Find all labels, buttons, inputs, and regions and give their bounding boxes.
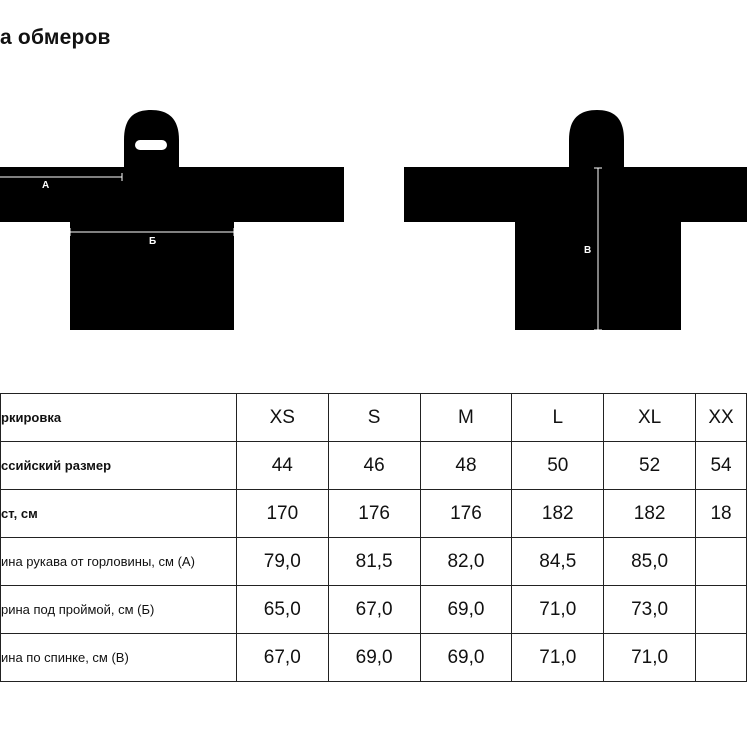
table-cell: 82,0: [420, 538, 512, 586]
back-garment-silhouette: [404, 110, 747, 330]
table-cell: L: [512, 394, 604, 442]
table-cell: 182: [604, 490, 696, 538]
table-cell: XX: [696, 394, 747, 442]
table-cell: 69,0: [328, 634, 420, 682]
row-label: ина по спинке, см (В): [1, 634, 237, 682]
table-cell: 46: [328, 442, 420, 490]
table-row: [1, 586, 747, 634]
table-cell: 48: [420, 442, 512, 490]
table-cell: 44: [236, 442, 328, 490]
table-cell: 71,0: [512, 634, 604, 682]
table-cell: 71,0: [604, 634, 696, 682]
table-row: [1, 442, 747, 490]
table-cell: 50: [512, 442, 604, 490]
row-label: ст, см: [1, 490, 237, 538]
table-cell: 69,0: [420, 634, 512, 682]
row-label: рина под проймой, см (Б): [1, 586, 237, 634]
table-cell: 18: [696, 490, 747, 538]
table-cell: 85,0: [604, 538, 696, 586]
table-row: [1, 538, 747, 586]
table-cell: XL: [604, 394, 696, 442]
row-label: ркировка: [1, 394, 237, 442]
page-title: а обмеров: [0, 26, 111, 49]
table-cell: 73,0: [604, 586, 696, 634]
table-cell: 176: [328, 490, 420, 538]
table-cell: 67,0: [236, 634, 328, 682]
table-cell: 176: [420, 490, 512, 538]
measure-label-a: А: [42, 180, 50, 191]
hood-opening-icon: [135, 140, 167, 150]
table-cell: 182: [512, 490, 604, 538]
front-garment-silhouette: [0, 110, 344, 330]
table-row: [1, 394, 747, 442]
table-cell: 71,0: [512, 586, 604, 634]
table-cell: M: [420, 394, 512, 442]
row-label: ина рукава от горловины, см (А): [1, 538, 237, 586]
table-cell: XS: [236, 394, 328, 442]
front-garment-figure: [0, 110, 344, 330]
table-cell: 81,5: [328, 538, 420, 586]
measure-label-b: Б: [149, 236, 157, 247]
size-table: [0, 393, 747, 682]
table-cell: [696, 586, 747, 634]
back-garment-figure: [404, 110, 747, 330]
table-cell: 170: [236, 490, 328, 538]
table-cell: 69,0: [420, 586, 512, 634]
table-cell: 65,0: [236, 586, 328, 634]
table-cell: 52: [604, 442, 696, 490]
table-cell: [696, 538, 747, 586]
table-cell: 84,5: [512, 538, 604, 586]
table-row: [1, 490, 747, 538]
table-cell: 54: [696, 442, 747, 490]
row-label: ссийский размер: [1, 442, 237, 490]
table-cell: 79,0: [236, 538, 328, 586]
table-cell: 67,0: [328, 586, 420, 634]
measure-label-v: В: [584, 245, 592, 256]
table-cell: [696, 634, 747, 682]
table-cell: S: [328, 394, 420, 442]
table-row: [1, 634, 747, 682]
